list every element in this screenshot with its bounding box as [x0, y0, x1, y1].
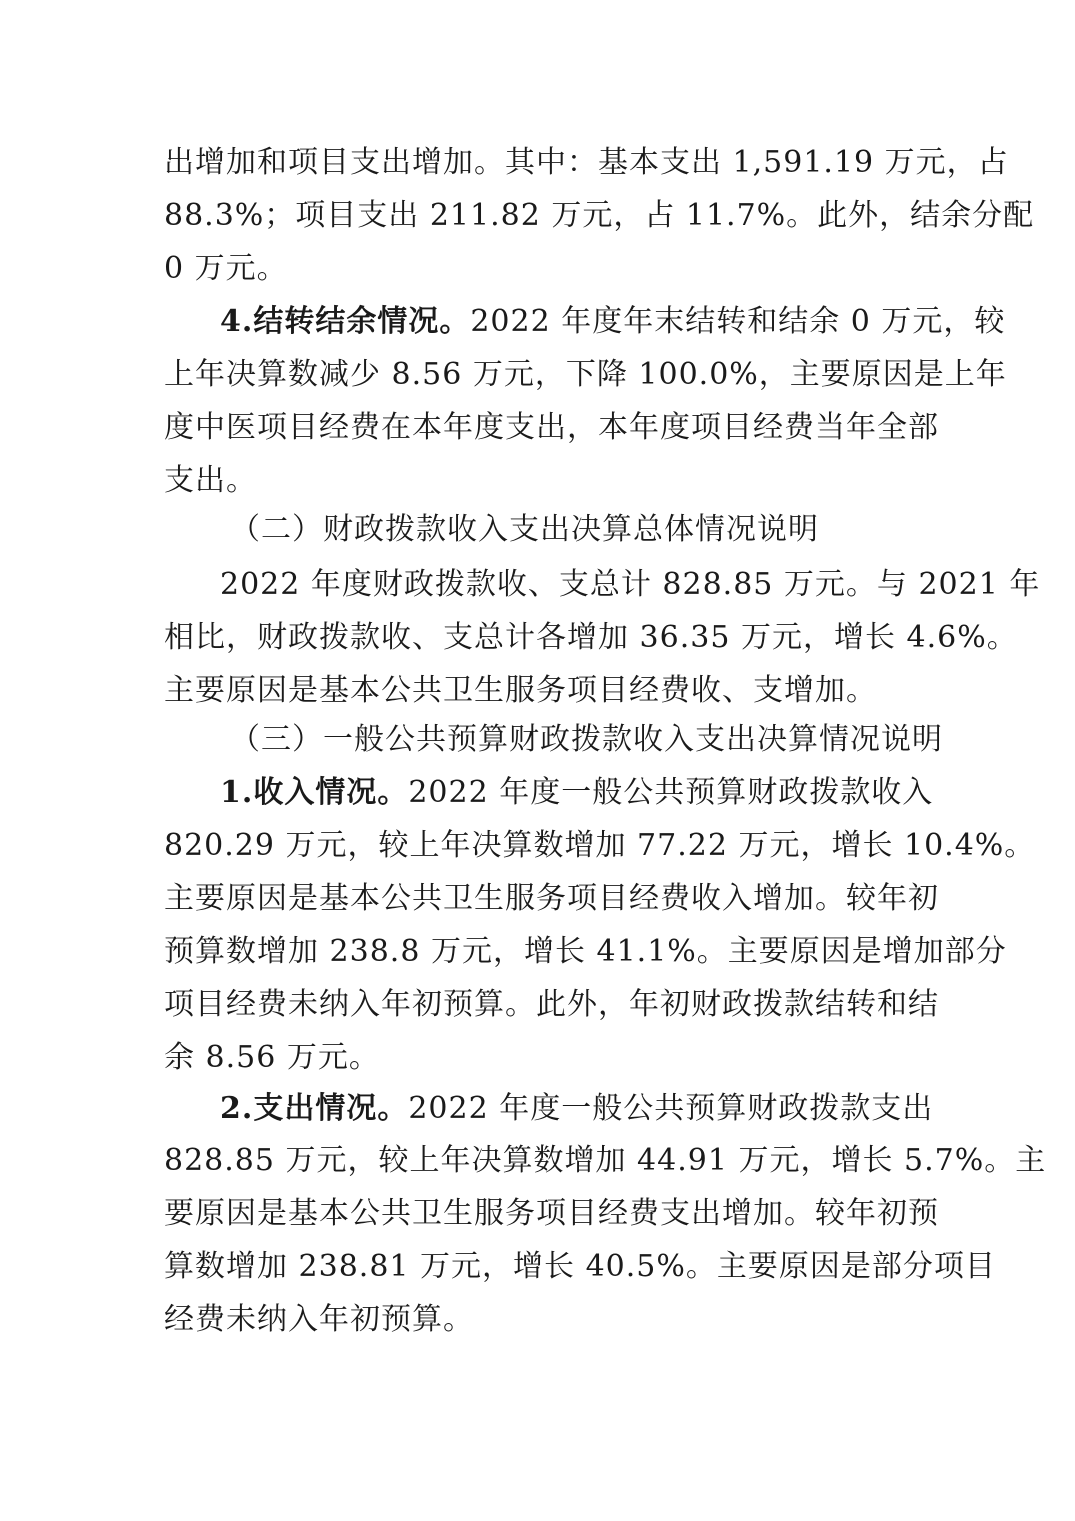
paragraph-line: 余 8.56 万元。 [164, 1040, 380, 1075]
section-lead: 1.收入情况。 [220, 775, 409, 810]
paragraph-text: 2022 年度一般公共预算财政拨款收入 [408, 775, 934, 810]
paragraph-line: 算数增加 238.81 万元，增长 40.5%。主要原因是部分项目 [164, 1249, 996, 1284]
paragraph-text: 2022 年度年末结转和结余 0 万元，较 [470, 304, 1006, 339]
paragraph-text: 2022 年度一般公共预算财政拨款支出 [408, 1091, 934, 1126]
paragraph-line: 88.3%；项目支出 211.82 万元，占 11.7%。此外，结余分配 [164, 198, 1035, 233]
paragraph-line: 0 万元。 [164, 251, 288, 286]
paragraph-line: 预算数增加 238.8 万元，增长 41.1%。主要原因是增加部分 [164, 934, 1007, 969]
paragraph-line: 2022 年度财政拨款收、支总计 828.85 万元。与 2021 年 [220, 567, 1041, 602]
paragraph-line: 相比，财政拨款收、支总计各增加 36.35 万元，增长 4.6%。 [164, 620, 1018, 655]
paragraph-line [220, 773, 933, 813]
paragraph-line: 出增加和项目支出增加。其中：基本支出 1,591.19 万元，占 [164, 145, 1009, 180]
paragraph-line [220, 302, 1005, 342]
paragraph-line: 项目经费未纳入年初预算。此外，年初财政拨款结转和结 [164, 987, 939, 1022]
paragraph-line: 上年决算数减少 8.56 万元，下降 100.0%，主要原因是上年 [164, 357, 1007, 392]
paragraph-line [220, 1089, 933, 1129]
paragraph-line: 经费未纳入年初预算。 [164, 1302, 474, 1337]
paragraph-line: 度中医项目经费在本年度支出，本年度项目经费当年全部 [164, 410, 939, 445]
paragraph-line: 828.85 万元，较上年决算数增加 44.91 万元，增长 5.7%。主 [164, 1143, 1047, 1178]
section-heading: （二）财政拨款收入支出决算总体情况说明 [230, 512, 819, 547]
paragraph-line: 主要原因是基本公共卫生服务项目经费收入增加。较年初 [164, 881, 939, 916]
paragraph-line: 主要原因是基本公共卫生服务项目经费收、支增加。 [164, 673, 877, 708]
paragraph-line: 820.29 万元，较上年决算数增加 77.22 万元，增长 10.4%。 [164, 828, 1036, 863]
section-lead: 2.支出情况。 [220, 1091, 409, 1126]
section-heading: （三）一般公共预算财政拨款收入支出决算情况说明 [230, 722, 943, 757]
paragraph-line: 要原因是基本公共卫生服务项目经费支出增加。较年初预 [164, 1196, 939, 1231]
paragraph-line: 支出。 [164, 463, 257, 498]
section-lead: 4.结转结余情况。 [220, 304, 471, 339]
